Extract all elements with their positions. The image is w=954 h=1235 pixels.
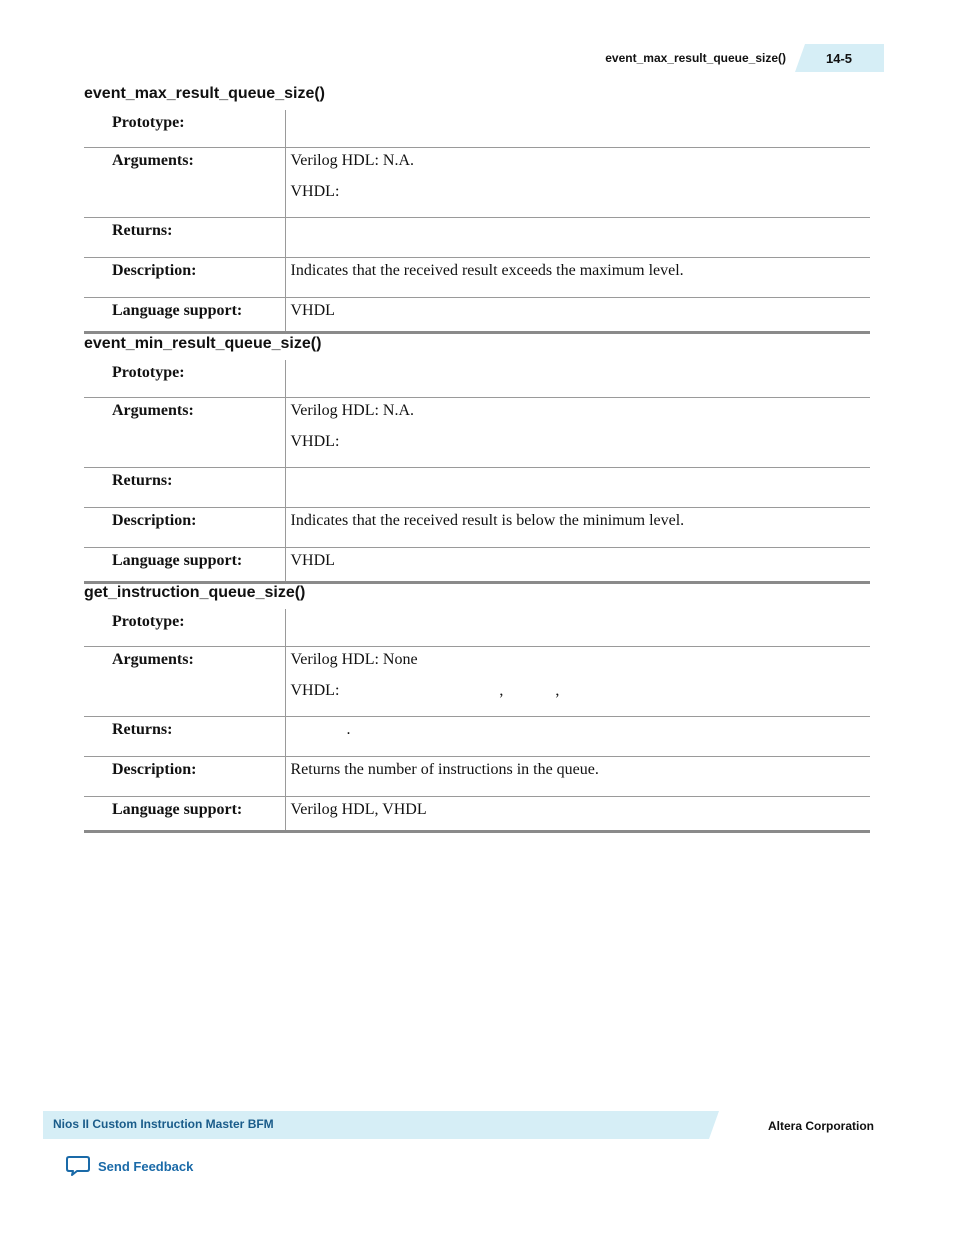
- row-value: [285, 398, 870, 468]
- arguments-vhdl: VHDL:: [290, 433, 340, 450]
- table-row-returns: [84, 468, 870, 508]
- row-value: Returns the number of instructions in the queue.: [285, 757, 870, 797]
- footer-doc-title[interactable]: Nios II Custom Instruction Master BFM: [53, 1117, 274, 1131]
- section-title: event_min_result_queue_size(): [84, 335, 322, 352]
- row-value: [285, 110, 870, 148]
- arguments-verilog: Verilog HDL: N.A.: [290, 152, 415, 169]
- running-header-title: event_max_result_queue_size(): [605, 51, 786, 65]
- row-label: Arguments:: [84, 398, 285, 468]
- arguments-verilog: Verilog HDL: N.A.: [290, 402, 415, 419]
- row-value: [285, 360, 870, 398]
- row-value: Indicates that the received result is below the minimum level.: [285, 508, 870, 548]
- row-value: Verilog HDL, VHDL: [285, 797, 870, 832]
- table-row-language-support: [84, 797, 870, 832]
- arguments-vhdl: VHDL: , ,: [290, 682, 560, 699]
- table-row-arguments: [84, 398, 870, 468]
- table-row-description: [84, 757, 870, 797]
- row-label: Returns:: [84, 468, 285, 508]
- row-label: Returns:: [84, 218, 285, 258]
- row-label: Prototype:: [112, 364, 185, 381]
- api-table: [84, 110, 870, 334]
- row-label: Language support:: [84, 797, 285, 832]
- row-label: Language support:: [84, 548, 285, 583]
- row-label: Description:: [84, 508, 285, 548]
- page-number: 14-5: [826, 51, 853, 66]
- row-value: VHDL: [285, 548, 870, 583]
- row-label: Language support:: [84, 298, 285, 333]
- row-value: [285, 218, 870, 258]
- section-title: event_max_result_queue_size(): [84, 85, 325, 102]
- table-row-returns: [84, 717, 870, 757]
- table-row-prototype: [84, 609, 870, 647]
- row-value: .: [285, 717, 870, 757]
- table-row-description: [84, 258, 870, 298]
- arguments-vhdl: VHDL:: [290, 183, 340, 200]
- table-row-prototype: [84, 110, 870, 148]
- row-value: Indicates that the received result exceeds the maximum level.: [285, 258, 870, 298]
- row-label: Prototype:: [112, 613, 185, 630]
- row-label: Returns:: [84, 717, 285, 757]
- row-value: [285, 647, 870, 717]
- api-table: [84, 609, 870, 833]
- speech-bubble-icon: [66, 1155, 90, 1177]
- section-event-max-result-queue-size: [84, 84, 870, 334]
- row-label: Arguments:: [84, 647, 285, 717]
- row-value: [285, 609, 870, 647]
- row-label: Arguments:: [84, 148, 285, 218]
- send-feedback-link[interactable]: [66, 1155, 193, 1177]
- arguments-verilog: Verilog HDL: None: [290, 651, 418, 668]
- row-value: [285, 468, 870, 508]
- table-row-language-support: [84, 548, 870, 583]
- section-title: get_instruction_queue_size(): [84, 584, 306, 601]
- table-row-language-support: [84, 298, 870, 333]
- row-label: Prototype:: [112, 114, 185, 131]
- row-value: VHDL: [285, 298, 870, 333]
- section-event-min-result-queue-size: [84, 334, 870, 584]
- table-row-arguments: [84, 148, 870, 218]
- send-feedback-label[interactable]: Send Feedback: [98, 1158, 194, 1174]
- table-row-prototype: [84, 360, 870, 398]
- row-value: [285, 148, 870, 218]
- section-get-instruction-queue-size: [84, 583, 870, 833]
- table-row-arguments: [84, 647, 870, 717]
- table-row-description: [84, 508, 870, 548]
- row-label: Description:: [84, 258, 285, 298]
- table-row-returns: [84, 218, 870, 258]
- row-label: Description:: [84, 757, 285, 797]
- footer-company: Altera Corporation: [767, 1119, 874, 1133]
- api-table: [84, 360, 870, 584]
